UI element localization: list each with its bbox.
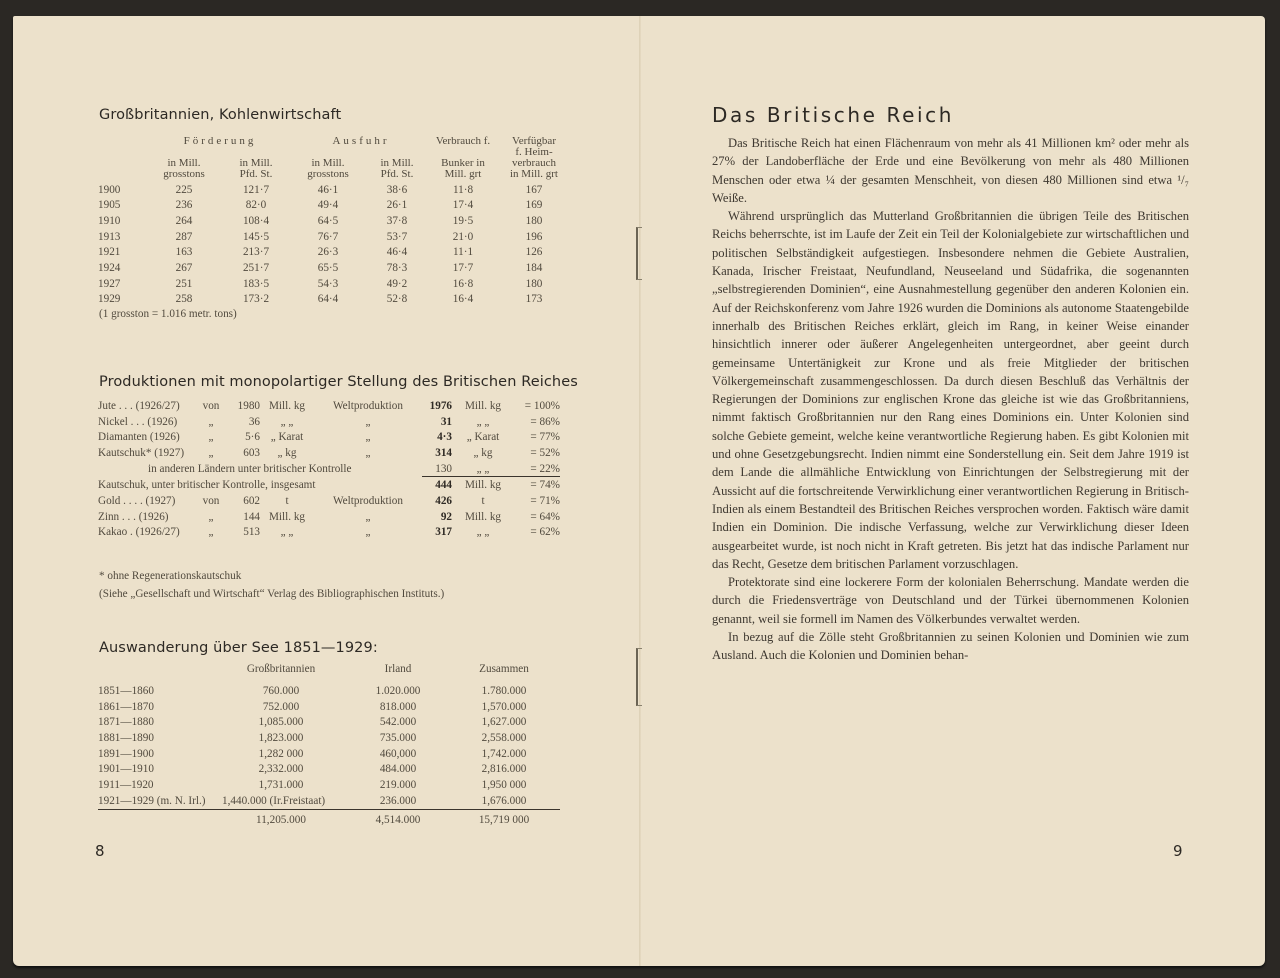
value-cell: 752.000 bbox=[262, 700, 300, 713]
coal-table-body bbox=[98, 182, 572, 308]
value-cell: 196 bbox=[525, 230, 543, 243]
value-cell: 121·7 bbox=[242, 183, 270, 196]
column-header-line: in Mill. bbox=[380, 156, 414, 169]
emigration-row bbox=[98, 714, 560, 730]
value-cell: 26·1 bbox=[386, 199, 408, 212]
percent-cell: = 64% bbox=[530, 510, 560, 523]
value-cell: 16·4 bbox=[452, 293, 474, 306]
value-cell: 53·7 bbox=[386, 230, 408, 243]
value-cell: 267 bbox=[175, 261, 193, 274]
unit-cell: Mill. kg bbox=[464, 479, 502, 492]
british-value: 31 bbox=[440, 415, 452, 428]
value-cell: 1,627.000 bbox=[481, 716, 527, 729]
british-value: 426 bbox=[435, 494, 452, 507]
monopoly-footnote-1: * ohne Regenerationskautschuk bbox=[99, 570, 242, 582]
weltproduktion-cell: Weltproduktion bbox=[333, 399, 403, 412]
monopoly-row bbox=[98, 445, 560, 461]
column-header: Großbritannien bbox=[246, 663, 316, 675]
von-cell: „ bbox=[208, 415, 214, 428]
coal-table bbox=[98, 131, 572, 307]
value-cell: 163 bbox=[175, 246, 193, 259]
percent-cell: = 74% bbox=[530, 479, 560, 492]
page-number-left: 8 bbox=[95, 842, 105, 860]
value-cell: 49·2 bbox=[386, 277, 408, 290]
value-cell: 169 bbox=[525, 199, 543, 212]
british-value: 92 bbox=[440, 510, 452, 523]
value-cell: 184 bbox=[525, 261, 543, 274]
monopoly-row bbox=[98, 398, 560, 414]
world-value: 5·6 bbox=[245, 431, 260, 444]
page-number-right: 9 bbox=[1173, 842, 1183, 860]
value-cell: 180 bbox=[525, 277, 543, 290]
period-cell: 1881—1890 bbox=[98, 731, 154, 744]
unit-cell: Mill. kg bbox=[268, 510, 306, 523]
group-header: Verbrauch f. bbox=[435, 134, 491, 147]
emigration-row bbox=[98, 777, 560, 793]
value-cell: 65·5 bbox=[317, 261, 339, 274]
column-header bbox=[98, 663, 214, 683]
percent-cell: = 71% bbox=[530, 494, 560, 507]
emigration-totals-row bbox=[98, 809, 560, 830]
monopoly-row bbox=[98, 429, 560, 445]
period-cell: 1921—1929 (m. N. Irl.) bbox=[98, 793, 214, 809]
column-header-line: f. Heim- bbox=[515, 145, 553, 158]
period-cell: 1891—1900 bbox=[98, 747, 154, 760]
value-cell: 1,570.000 bbox=[481, 700, 527, 713]
british-value: 130 bbox=[422, 461, 452, 477]
monopoly-table bbox=[98, 398, 560, 540]
unit-cell: „ „ bbox=[476, 526, 490, 539]
emigration-row bbox=[98, 730, 560, 746]
value-cell: 213·7 bbox=[242, 246, 270, 259]
column-header bbox=[496, 147, 572, 182]
emigration-table bbox=[98, 663, 560, 830]
value-cell: 183·5 bbox=[242, 277, 270, 290]
british-value: 4·3 bbox=[437, 431, 452, 444]
emigration-row bbox=[98, 761, 560, 777]
total-cell: 4,514.000 bbox=[375, 813, 421, 826]
value-cell: 19·5 bbox=[452, 214, 474, 227]
value-cell: 1.780.000 bbox=[481, 684, 527, 697]
column-header: Irland bbox=[384, 663, 412, 675]
value-cell: 251 bbox=[175, 277, 193, 290]
von-cell: „ bbox=[208, 446, 214, 459]
monopoly-footnote-2: (Siehe „Gesellschaft und Wirtschaft“ Verlag des Bibliographischen Instituts.) bbox=[99, 588, 445, 600]
column-header-line: in Mill. grt bbox=[510, 167, 558, 180]
row-label: Jute . . . (1926/27) bbox=[98, 399, 180, 412]
chapter-title: Das Britische Reich bbox=[712, 103, 955, 127]
value-cell: 236 bbox=[175, 199, 193, 212]
monopoly-row bbox=[98, 461, 560, 477]
weltproduktion-cell: „ bbox=[365, 446, 371, 459]
unit-cell: Mill. kg bbox=[268, 399, 306, 412]
unit-cell: Mill. kg bbox=[464, 510, 502, 523]
total-cell bbox=[98, 809, 214, 830]
column-header bbox=[430, 147, 496, 182]
value-cell: 78·3 bbox=[386, 261, 408, 274]
weltproduktion-cell: „ bbox=[365, 415, 371, 428]
coal-row bbox=[98, 197, 572, 213]
emigration-table-body bbox=[98, 663, 560, 830]
monopoly-row bbox=[98, 414, 560, 430]
value-cell: 11·1 bbox=[452, 246, 474, 259]
value-cell: 1,823.000 bbox=[258, 731, 304, 744]
year-cell: 1921 bbox=[98, 246, 121, 259]
coal-group-header-row bbox=[98, 131, 572, 147]
value-cell: 17·7 bbox=[452, 261, 474, 274]
world-value: 36 bbox=[248, 415, 260, 428]
percent-cell: = 62% bbox=[530, 526, 560, 539]
value-cell: 46·1 bbox=[317, 183, 339, 196]
year-cell: 1929 bbox=[98, 293, 121, 306]
paragraph: Während ursprünglich das Mutterland Großbritannien die übrigen Teile des Britischen Reichs beherrschte, ist im Laufe der Zeit ein Teil der Kolonialgebiete zur wirtschaftlichen und politischen Selbständigkeit aufgestiegen. Insbesondere nehmen die Gebiete Australien, Kanada, Irischer Freistaat, Neufundland, Neuseeland und Südafrika, die sogenannten „selbstregierenden Dominien“, eine Ausnahmestellung gegenüber den anderen Kolonien ein. Auf der Reichskonferenz vom Jahre 1926 wurden die Dominions als autonome Staatengebilde innerhalb des Britischen Reiches erklärt, gleich im Rang, in keiner Weise einander hinsichtlich innerer oder äußerer Angelegenheiten untergeordnet, aber geeint durch gemeinsame Untertänigkeit zur Krone und als freie Mitglieder der britischen Völkergemeinschaft zusammengeschlossen. Da durch diesen Beschluß das Verhältnis der Regierungen der Dominions zur englischen Krone das gleiche ist wie das Großbritanniens, nimmt faktisch Großbritannien nur den Rang eines Dominions ein. Unter Kolonien sind solche Gebiete gemeint, welche keine verantwortliche Regierung haben. Es gibt Kolonien mit und ohne Gesetzgebungsrecht. Indien nimmt eine Sonderstellung ein. Seit dem Jahre 1919 ist dem Lande die allmähliche Entwicklung von Einrichtungen der Selbstregierung mit der Aussicht auf die fortschreitende Verwirklichung einer verantwortlichen Regierung in Britisch-Indien als einem Bestandteil des Britischen Reiches versprochen worden. Faktisch wäre damit Indien ein Dominion. Die indische Verfassung, welche zur Verwirklichung dieser Ideen ausgearbeitet wurde, ist noch nicht in Kraft getreten. Bis jetzt hat das indische Parlament nur das Recht, Gesetze dem britischen Parlament vorzuschlagen. bbox=[712, 209, 1189, 571]
period-cell: 1911—1920 bbox=[98, 778, 154, 791]
row-label: Kautschuk, unter britischer Kontrolle, insgesamt bbox=[98, 479, 316, 492]
value-cell: 167 bbox=[525, 183, 543, 196]
monopoly-row bbox=[98, 525, 560, 541]
emigration-row bbox=[98, 793, 560, 809]
world-value: 602 bbox=[243, 494, 260, 507]
emigration-row bbox=[98, 699, 560, 715]
emigration-row bbox=[98, 746, 560, 762]
unit-cell: „ „ bbox=[280, 526, 294, 539]
value-cell: 1,085.000 bbox=[258, 716, 304, 729]
von-cell: von bbox=[202, 399, 220, 412]
monopoly-row bbox=[98, 477, 560, 493]
weltproduktion-cell: Weltproduktion bbox=[333, 494, 403, 507]
value-cell: 126 bbox=[525, 246, 543, 259]
value-cell: 225 bbox=[175, 183, 193, 196]
unit-cell: t bbox=[481, 494, 485, 507]
value-cell: 64·5 bbox=[317, 214, 339, 227]
emigration-row bbox=[98, 683, 560, 699]
unit-cell: „ „ bbox=[476, 415, 490, 428]
chapter-body bbox=[712, 134, 1189, 665]
world-value: 144 bbox=[243, 510, 260, 523]
row-label: Kakao . (1926/27) bbox=[98, 526, 180, 539]
year-cell: 1927 bbox=[98, 277, 121, 290]
group-header: Förderung bbox=[183, 134, 257, 147]
row-label: Kautschuk* (1927) bbox=[98, 446, 185, 459]
emigration-table-title: Auswanderung über See 1851—1929: bbox=[99, 640, 378, 656]
coal-row bbox=[98, 182, 572, 198]
british-value: 1976 bbox=[429, 399, 452, 412]
coal-table-title: Großbritannien, Kohlenwirtschaft bbox=[99, 107, 342, 123]
unit-cell: „ Karat bbox=[270, 431, 304, 444]
monopoly-row bbox=[98, 493, 560, 509]
total-cell: 11,205.000 bbox=[256, 813, 306, 826]
unit-cell: „ „ bbox=[452, 461, 514, 477]
coal-row bbox=[98, 244, 572, 260]
total-cell: 15,719 000 bbox=[478, 813, 530, 826]
value-cell: 219.000 bbox=[379, 778, 417, 791]
world-value: 513 bbox=[243, 526, 260, 539]
british-value: 317 bbox=[435, 526, 452, 539]
value-cell: 76·7 bbox=[317, 230, 339, 243]
weltproduktion-cell: „ bbox=[365, 526, 371, 539]
value-cell: 49·4 bbox=[317, 199, 339, 212]
percent-cell: = 77% bbox=[530, 431, 560, 444]
value-cell: 251·7 bbox=[242, 261, 270, 274]
paragraph: Das Britische Reich hat einen Flächenraum von mehr als 41 Millionen km² oder mehr als 27% der Landoberfläche der Erde und eine Bevölkerung von mehr als 480 Millionen Menschen oder etwa ¼ der gesamten Menschheit, von diesen 480 Millionen sind etwa ¹/₇ Weiße. bbox=[712, 136, 1189, 205]
year-cell: 1905 bbox=[98, 199, 121, 212]
value-cell: 82·0 bbox=[245, 199, 267, 212]
unit-cell: Mill. kg bbox=[464, 399, 502, 412]
period-cell: 1851—1860 bbox=[98, 684, 154, 697]
value-cell: 1,731.000 bbox=[258, 778, 304, 791]
column-header-line: in Mill. bbox=[239, 156, 273, 169]
value-cell: 17·4 bbox=[452, 199, 474, 212]
value-cell: 64·4 bbox=[317, 293, 339, 306]
column-header bbox=[364, 147, 430, 182]
coal-row bbox=[98, 229, 572, 245]
coal-row bbox=[98, 213, 572, 229]
paragraph: Protektorate sind eine lockerere Form der kolonialen Beherrschung. Mandate werden die durch die Friedensverträge von Deutschland und der Türkei übernommenen Kolonien genannt, weil sie formell im Namen des Völkerbundes verwaltet werden. bbox=[712, 575, 1189, 626]
value-cell: 26·3 bbox=[317, 246, 339, 259]
value-cell: 173·2 bbox=[242, 293, 270, 306]
percent-cell: = 52% bbox=[530, 446, 560, 459]
period-cell: 1901—1910 bbox=[98, 763, 154, 776]
period-cell: 1871—1880 bbox=[98, 716, 154, 729]
unit-cell: „ kg bbox=[473, 446, 493, 459]
value-cell: 258 bbox=[175, 293, 193, 306]
value-cell: 1,676.000 bbox=[448, 793, 560, 809]
von-cell: von bbox=[202, 494, 220, 507]
unit-cell: t bbox=[285, 494, 289, 507]
von-cell: „ bbox=[208, 510, 214, 523]
value-cell: 145·5 bbox=[242, 230, 270, 243]
coal-row bbox=[98, 276, 572, 292]
row-label: Zinn . . . (1926) bbox=[98, 510, 169, 523]
value-cell: 54·3 bbox=[317, 277, 339, 290]
value-cell: 1,282 000 bbox=[258, 747, 304, 760]
unit-cell: „ „ bbox=[280, 415, 294, 428]
unit-cell: „ Karat bbox=[466, 431, 500, 444]
value-cell: 1,440.000 (Ir.Freistaat) bbox=[214, 793, 348, 809]
column-header-line: Bunker in bbox=[441, 156, 485, 169]
percent-cell: = 100% bbox=[524, 399, 560, 412]
value-cell: 37·8 bbox=[386, 214, 408, 227]
british-value: 444 bbox=[435, 479, 452, 492]
value-cell: 264 bbox=[175, 214, 193, 227]
value-cell: 287 bbox=[175, 230, 193, 243]
row-label: Gold . . . . (1927) bbox=[98, 494, 176, 507]
period-cell: 1861—1870 bbox=[98, 700, 154, 713]
weltproduktion-cell: „ bbox=[365, 510, 371, 523]
monopoly-table-body bbox=[98, 398, 560, 540]
column-header bbox=[220, 147, 292, 182]
von-cell: „ bbox=[208, 431, 214, 444]
value-cell: 16·8 bbox=[452, 277, 474, 290]
value-cell: 1,742.000 bbox=[481, 747, 527, 760]
world-value: 1980 bbox=[237, 399, 260, 412]
coal-footnote: (1 grosston = 1.016 metr. tons) bbox=[99, 308, 237, 320]
year-cell: 1924 bbox=[98, 261, 121, 274]
world-value: 603 bbox=[243, 446, 260, 459]
value-cell: 2,558.000 bbox=[481, 731, 527, 744]
blank-cell bbox=[98, 147, 148, 182]
value-cell: 760.000 bbox=[262, 684, 300, 697]
row-label: Nickel . . . (1926) bbox=[98, 415, 178, 428]
column-header-line: in Mill. bbox=[167, 156, 201, 169]
row-label: in anderen Ländern unter britischer Kontrolle bbox=[148, 462, 352, 475]
value-cell: 180 bbox=[525, 214, 543, 227]
column-header-line: Mill. grt bbox=[444, 167, 482, 180]
row-label: Diamanten (1926) bbox=[98, 431, 180, 444]
right-page bbox=[641, 16, 1265, 966]
left-page bbox=[13, 16, 639, 966]
weltproduktion-cell: „ bbox=[365, 431, 371, 444]
column-header-line: Pfd. St. bbox=[239, 167, 273, 180]
column-header-line: grosstons bbox=[163, 167, 205, 180]
column-header: Zusammen bbox=[479, 663, 529, 675]
british-value: 314 bbox=[435, 446, 452, 459]
column-header-line: Pfd. St. bbox=[380, 167, 414, 180]
column-header bbox=[292, 147, 364, 182]
percent-cell: = 22% bbox=[514, 461, 560, 477]
value-cell: 52·8 bbox=[386, 293, 408, 306]
value-cell: 2,332.000 bbox=[258, 763, 304, 776]
unit-cell: „ kg bbox=[277, 446, 297, 459]
coal-row bbox=[98, 292, 572, 308]
value-cell: 21·0 bbox=[452, 230, 474, 243]
monopoly-table-title: Produktionen mit monopolartiger Stellung des Britischen Reiches bbox=[99, 374, 578, 390]
column-header-line: in Mill. bbox=[311, 156, 345, 169]
blank-cell bbox=[98, 131, 148, 147]
value-cell: 460,000 bbox=[379, 747, 417, 760]
value-cell: 1,950 000 bbox=[481, 778, 527, 791]
book-spread bbox=[13, 16, 1265, 966]
emigration-header-row bbox=[98, 663, 560, 683]
percent-cell: = 86% bbox=[530, 415, 560, 428]
value-cell: 818.000 bbox=[379, 700, 417, 713]
value-cell: 173 bbox=[525, 293, 543, 306]
group-header: Ausfuhr bbox=[332, 134, 390, 147]
coal-sub-header-row bbox=[98, 147, 572, 182]
group-header: Verfügbar bbox=[512, 134, 556, 147]
value-cell: 484.000 bbox=[379, 763, 417, 776]
von-cell: „ bbox=[208, 526, 214, 539]
value-cell: 108·4 bbox=[242, 214, 270, 227]
value-cell: 38·6 bbox=[386, 183, 408, 196]
year-cell: 1900 bbox=[98, 183, 121, 196]
coal-table-header bbox=[98, 131, 572, 182]
value-cell: 735.000 bbox=[379, 731, 417, 744]
value-cell: 1.020.000 bbox=[375, 684, 421, 697]
year-cell: 1910 bbox=[98, 214, 121, 227]
value-cell: 46·4 bbox=[386, 246, 408, 259]
value-cell: 236.000 bbox=[348, 793, 448, 809]
value-cell: 11·8 bbox=[452, 183, 474, 196]
column-header-line: grosstons bbox=[307, 167, 349, 180]
column-header-line: verbrauch bbox=[512, 156, 556, 169]
column-header bbox=[148, 147, 220, 182]
value-cell: 2,816.000 bbox=[481, 763, 527, 776]
year-cell: 1913 bbox=[98, 230, 121, 243]
paragraph: In bezug auf die Zölle steht Großbritannien zu seinen Kolonien und Dominien wie zum Ausland. Auch die Kolonien und Dominien behan- bbox=[712, 630, 1189, 663]
value-cell: 542.000 bbox=[379, 716, 417, 729]
coal-row bbox=[98, 260, 572, 276]
monopoly-row bbox=[98, 509, 560, 525]
